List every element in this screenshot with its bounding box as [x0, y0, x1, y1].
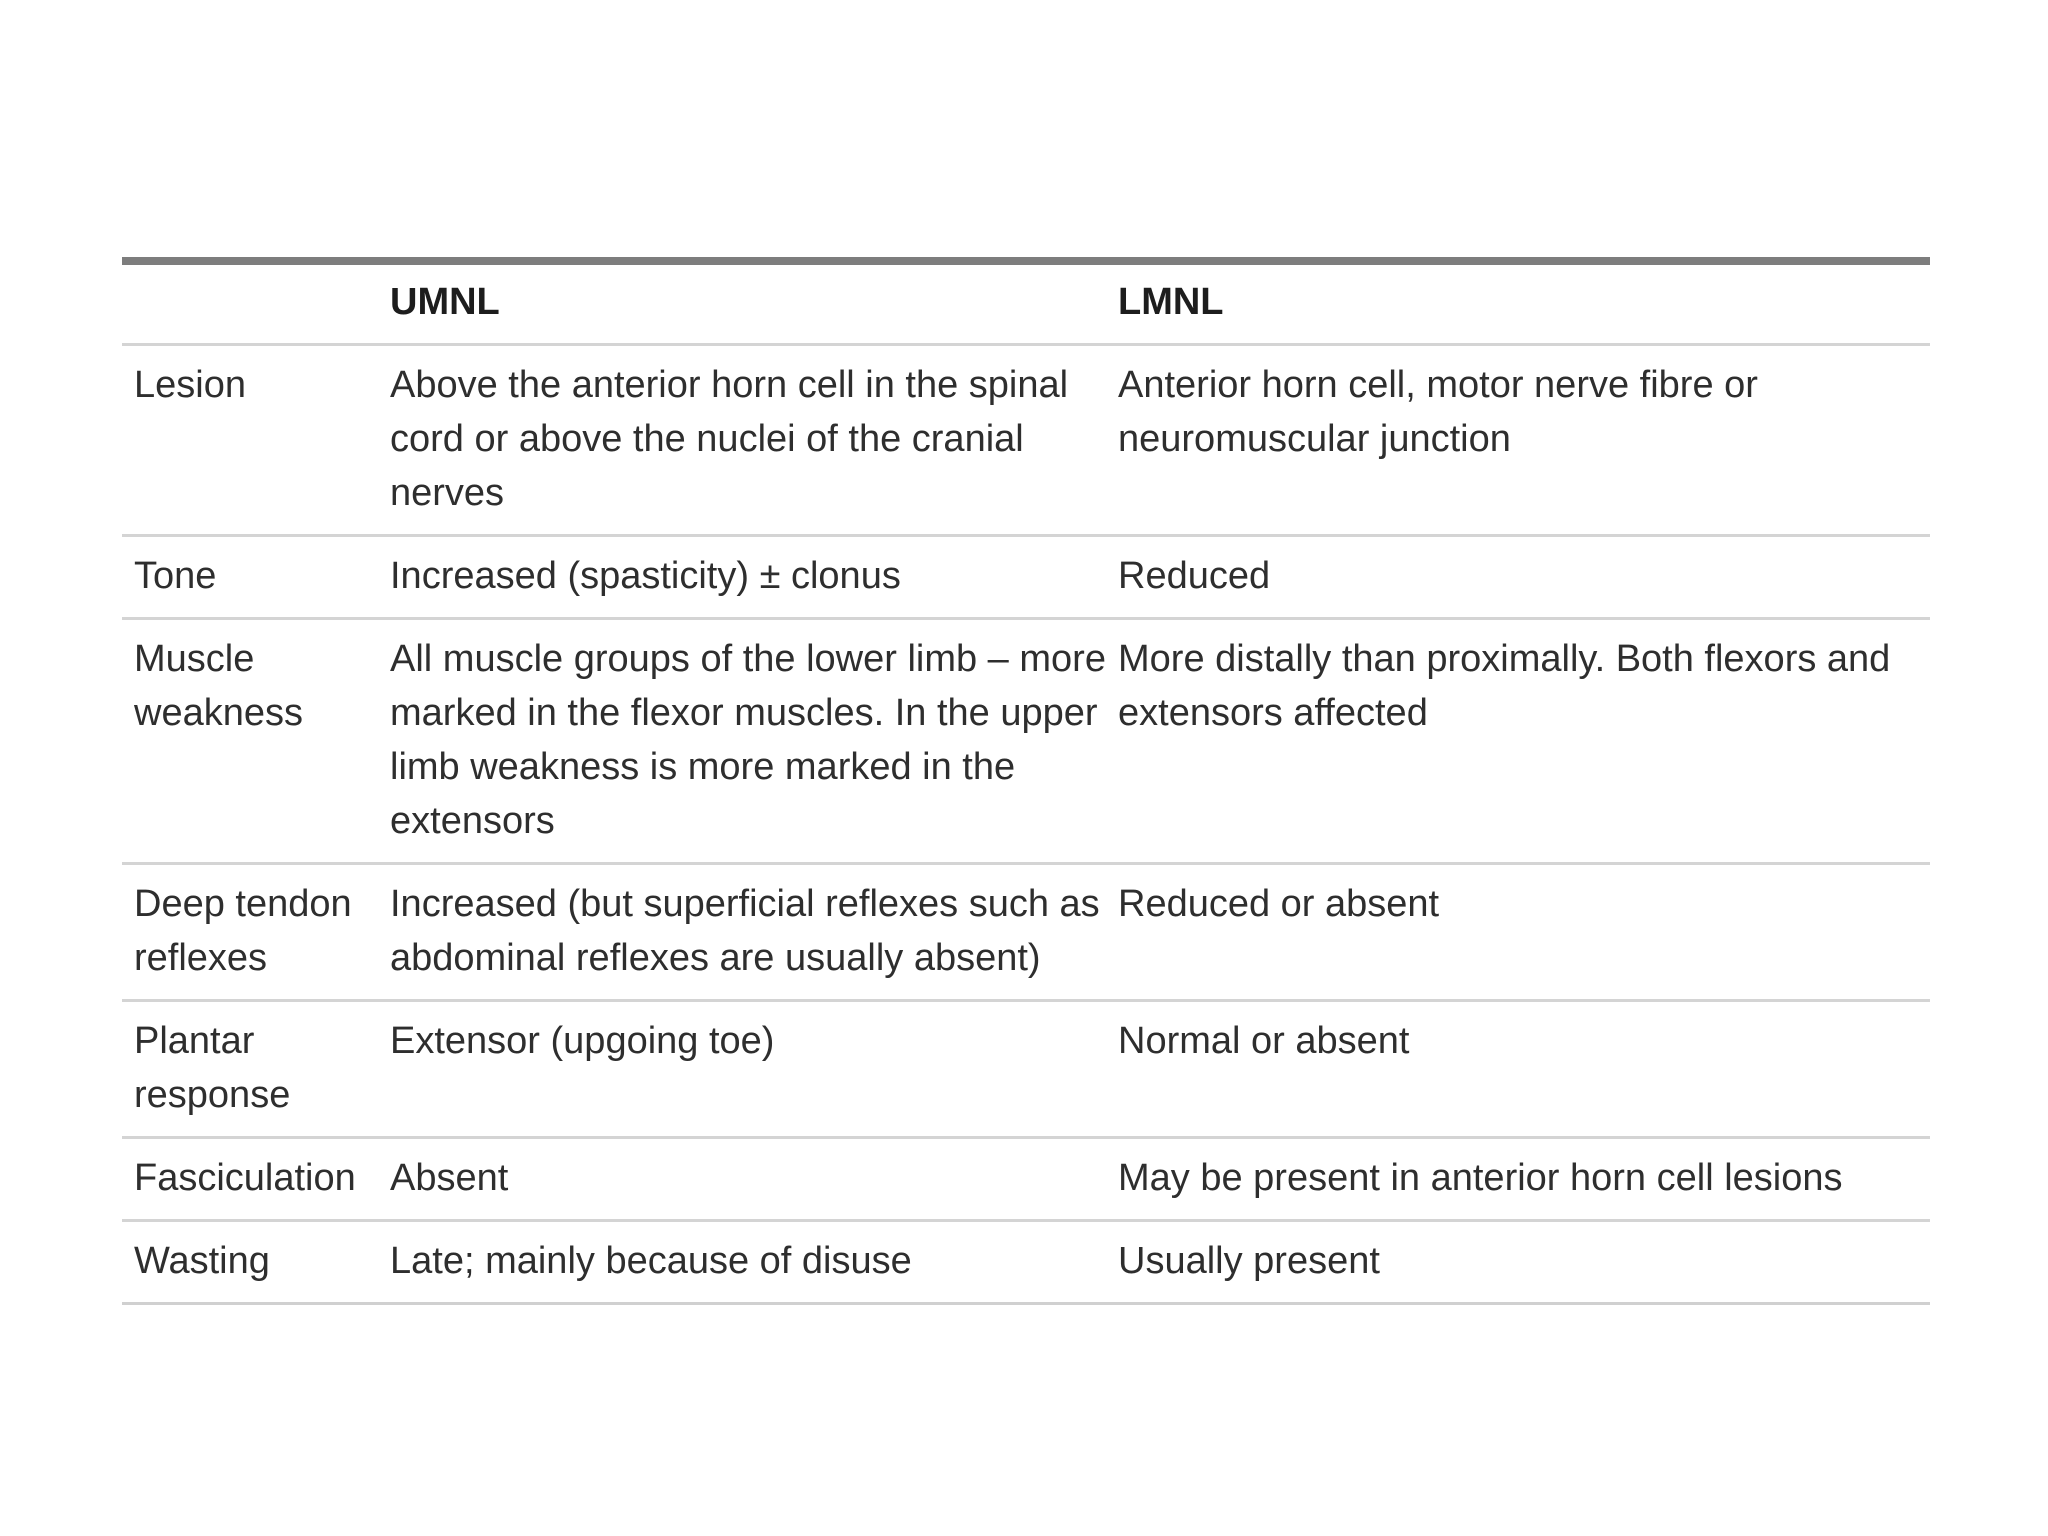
feature-cell: Tone: [134, 555, 217, 597]
umnl-cell: Absent: [390, 1157, 509, 1199]
feature-cell: Plantar response: [134, 1020, 291, 1116]
umnl-cell: Increased (but superficial reflexes such as abdominal reflexes are usually absent): [390, 883, 1100, 979]
lmnl-cell: Reduced or absent: [1118, 883, 1440, 925]
table-row: [122, 864, 1930, 1001]
umnl-cell: All muscle groups of the lower limb – more marked in the flexor muscles. In the upper limb weakness is more marked in the extensors: [390, 638, 1106, 842]
header-feature: [122, 265, 390, 345]
lmnl-cell: Anterior horn cell, motor nerve fibre or neuromuscular junction: [1118, 364, 1758, 460]
lmnl-cell: May be present in anterior horn cell lesions: [1118, 1157, 1843, 1199]
comparison-table-container: [122, 257, 1930, 1305]
lmnl-cell: More distally than proximally. Both flexors and extensors affected: [1118, 638, 1891, 734]
lmnl-cell: Usually present: [1118, 1240, 1380, 1282]
header-lmnl: LMNL: [1118, 281, 1224, 323]
header-umnl: UMNL: [390, 281, 500, 323]
feature-cell: Lesion: [134, 364, 246, 406]
table-row: [122, 619, 1930, 864]
table-row: [122, 1138, 1930, 1221]
table-header-row: [122, 265, 1930, 345]
umnl-cell: Increased (spasticity) ± clonus: [390, 555, 901, 597]
table-row: [122, 1221, 1930, 1303]
table-row: [122, 1001, 1930, 1138]
umnl-lmnl-comparison-table: [122, 265, 1930, 1302]
feature-cell: Muscle weakness: [134, 638, 303, 734]
table-row: [122, 345, 1930, 536]
umnl-cell: Late; mainly because of disuse: [390, 1240, 912, 1282]
lmnl-cell: Normal or absent: [1118, 1020, 1410, 1062]
umnl-cell: Above the anterior horn cell in the spinal cord or above the nuclei of the cranial nerves: [390, 364, 1069, 514]
table-row: [122, 536, 1930, 619]
umnl-cell: Extensor (upgoing toe): [390, 1020, 775, 1062]
lmnl-cell: Reduced: [1118, 555, 1271, 597]
feature-cell: Fasciculation: [134, 1157, 356, 1199]
feature-cell: Deep tendon reflexes: [134, 883, 352, 979]
feature-cell: Wasting: [134, 1240, 270, 1282]
